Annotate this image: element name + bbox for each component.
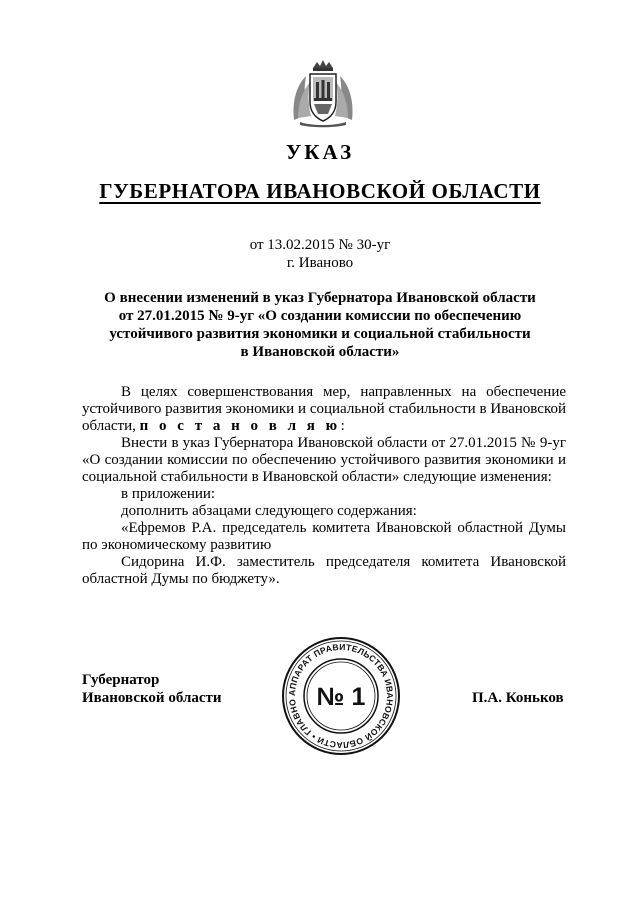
preamble-end: : <box>340 418 345 434</box>
decree-word: п о с т а н о в л я ю <box>139 418 341 434</box>
heading-line: О внесении изменений в указ Губернатора Ивановской области <box>104 290 536 306</box>
position-line: Ивановской области <box>82 690 222 706</box>
body-paragraph: Внести в указ Губернатора Ивановской области от 27.01.2015 № 9-уг «О создании комиссии по обеспечению устойчивого развития экономики и социальной стабильности в Ивановской области» следующие изменения: <box>82 435 566 485</box>
position-line: Губернатор <box>82 672 160 688</box>
document-type-title: УКАЗ <box>285 140 355 164</box>
body-paragraph: «Ефремов Р.А. председатель комитета Ивановской областной Думы по экономическому развитию <box>82 520 566 553</box>
decree-body <box>82 384 566 588</box>
issuer-title: ГУБЕРНАТОРА ИВАНОВСКОЙ ОБЛАСТИ <box>99 179 541 203</box>
date-number: от 13.02.2015 № 30-уг <box>249 237 391 253</box>
city-name: г. Иваново <box>286 255 354 271</box>
coat-of-arms-emblem <box>290 58 356 128</box>
stamp-ring-text: АППАРАТ ПРАВИТЕЛЬСТВА ИВАНОВСКОЙ ОБЛАСТИ • ГЛАВНО <box>286 641 396 751</box>
preamble-paragraph <box>82 384 566 435</box>
heading-line: устойчивого развития экономики и социальной стабильности <box>109 326 531 342</box>
stamp-number: № 1 <box>316 683 366 711</box>
official-stamp <box>281 636 401 756</box>
preamble-text: В целях совершенствования мер, направленных на обеспечение устойчивого развития экономики и социальной стабильности в Ивановской области, <box>82 384 566 434</box>
date-number-block <box>0 236 640 272</box>
signatory-position <box>82 671 222 707</box>
body-paragraph: дополнить абзацами следующего содержания: <box>121 503 417 519</box>
heading-line: в Ивановской области» <box>240 344 400 360</box>
body-paragraph: в приложении: <box>121 486 216 502</box>
signatory-name: П.А. Коньков <box>472 690 564 706</box>
heading-line: от 27.01.2015 № 9-уг «О создании комиссии по обеспечению <box>118 308 522 324</box>
decree-heading <box>80 289 560 361</box>
body-paragraph: Сидорина И.Ф. заместитель председателя комитета Ивановской областной Думы по бюджету». <box>82 554 566 587</box>
